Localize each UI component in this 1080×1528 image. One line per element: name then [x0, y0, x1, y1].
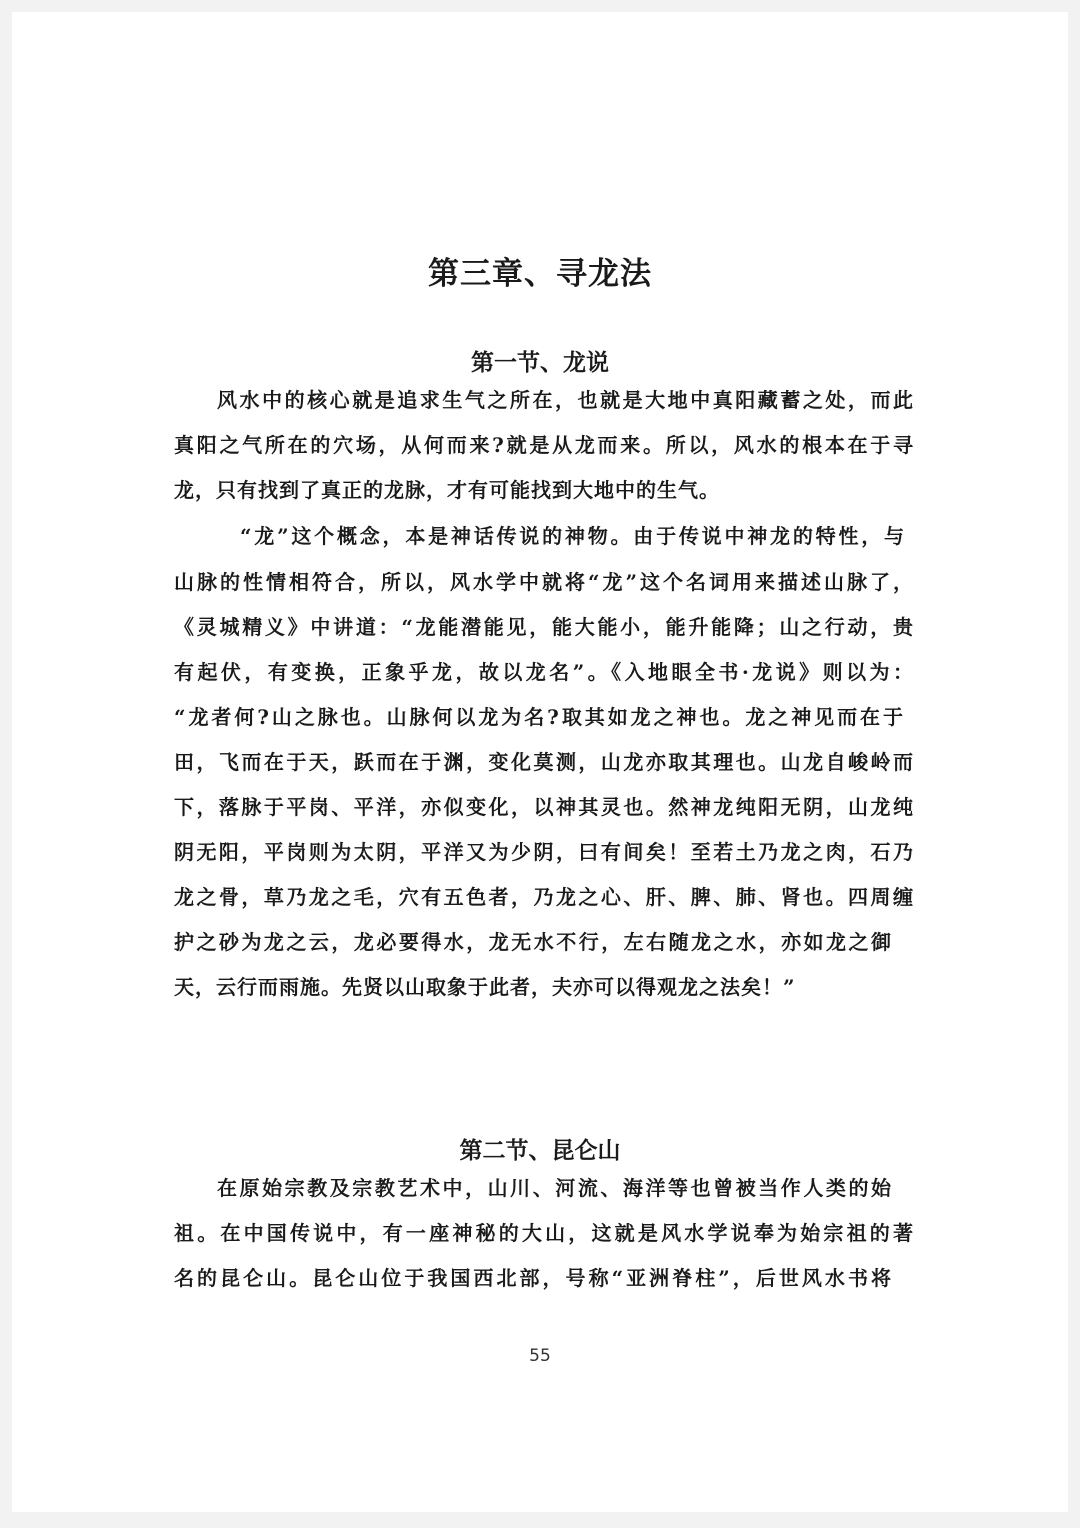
page-number: 55: [529, 1346, 551, 1366]
section-2-title: 第二节、昆仑山: [459, 1138, 621, 1164]
section-1-paragraph-1-line: 风水中的核心就是追求生气之所在，也就是大地中真阳藏蓄之处，而此: [217, 388, 914, 412]
section-1-paragraph-2-line: 护之砂为龙之云，龙必要得水，龙无水不行，左右随龙之水，亦如龙之御: [174, 930, 892, 954]
document-page: [12, 12, 1068, 1512]
section-1-paragraph-2-line: “龙”这个概念，本是神话传说的神物。由于传说中神龙的特性，与: [240, 524, 905, 548]
section-1-paragraph-2-line: “龙者何?山之脉也。山脉何以龙为名?取其如龙之神也。龙之神见而在于: [174, 705, 904, 729]
section-2-paragraph-line: 名的昆仑山。昆仑山位于我国西北部，号称“亚洲脊柱”，后世风水书将: [174, 1266, 892, 1290]
section-1-paragraph-2-line: 《灵城精义》中讲道：“龙能潜能见，能大能小，能升能降；山之行动，贵: [174, 615, 914, 639]
section-2-paragraph-line: 在原始宗教及宗教艺术中，山川、河流、海洋等也曾被当作人类的始: [217, 1176, 892, 1200]
section-1-paragraph-2-line: 龙之骨，草乃龙之毛，穴有五色者，乃龙之心、肝、脾、肺、肾也。四周缠: [174, 885, 914, 909]
section-1-paragraph-2-line: 阴无阳，平岗则为太阴，平洋又为少阴，曰有间矣！至若土乃龙之肉，石乃: [174, 840, 914, 864]
section-2-paragraph-line: 祖。在中国传说中，有一座神秘的大山，这就是风水学说奉为始宗祖的著: [174, 1221, 914, 1245]
section-1-paragraph-1-line: 龙，只有找到了真正的龙脉，才有可能找到大地中的生气。: [174, 478, 720, 502]
chapter-title: 第三章、寻龙法: [428, 256, 652, 292]
section-1-paragraph-2-line: 田，飞而在于天，跃而在于渊，变化莫测，山龙亦取其理也。山龙自峻岭而: [174, 750, 914, 774]
section-1-title: 第一节、龙说: [471, 350, 609, 376]
section-1-paragraph-1-line: 真阳之气所在的穴场，从何而来?就是从龙而来。所以，风水的根本在于寻: [174, 433, 914, 457]
section-1-paragraph-2-line: 有起伏，有变换，正象乎龙，故以龙名”。《入地眼全书·龙说》则以为：: [174, 660, 914, 684]
section-1-paragraph-2-line: 下，落脉于平岗、平洋，亦似变化，以神其灵也。然神龙纯阳无阴，山龙纯: [174, 795, 914, 819]
section-1-paragraph-2-line: 天，云行而雨施。先贤以山取象于此者，夫亦可以得观龙之法矣！”: [174, 975, 796, 999]
section-1-paragraph-2-line: 山脉的性情相符合，所以，风水学中就将“龙”这个名词用来描述山脉了，: [174, 570, 914, 594]
